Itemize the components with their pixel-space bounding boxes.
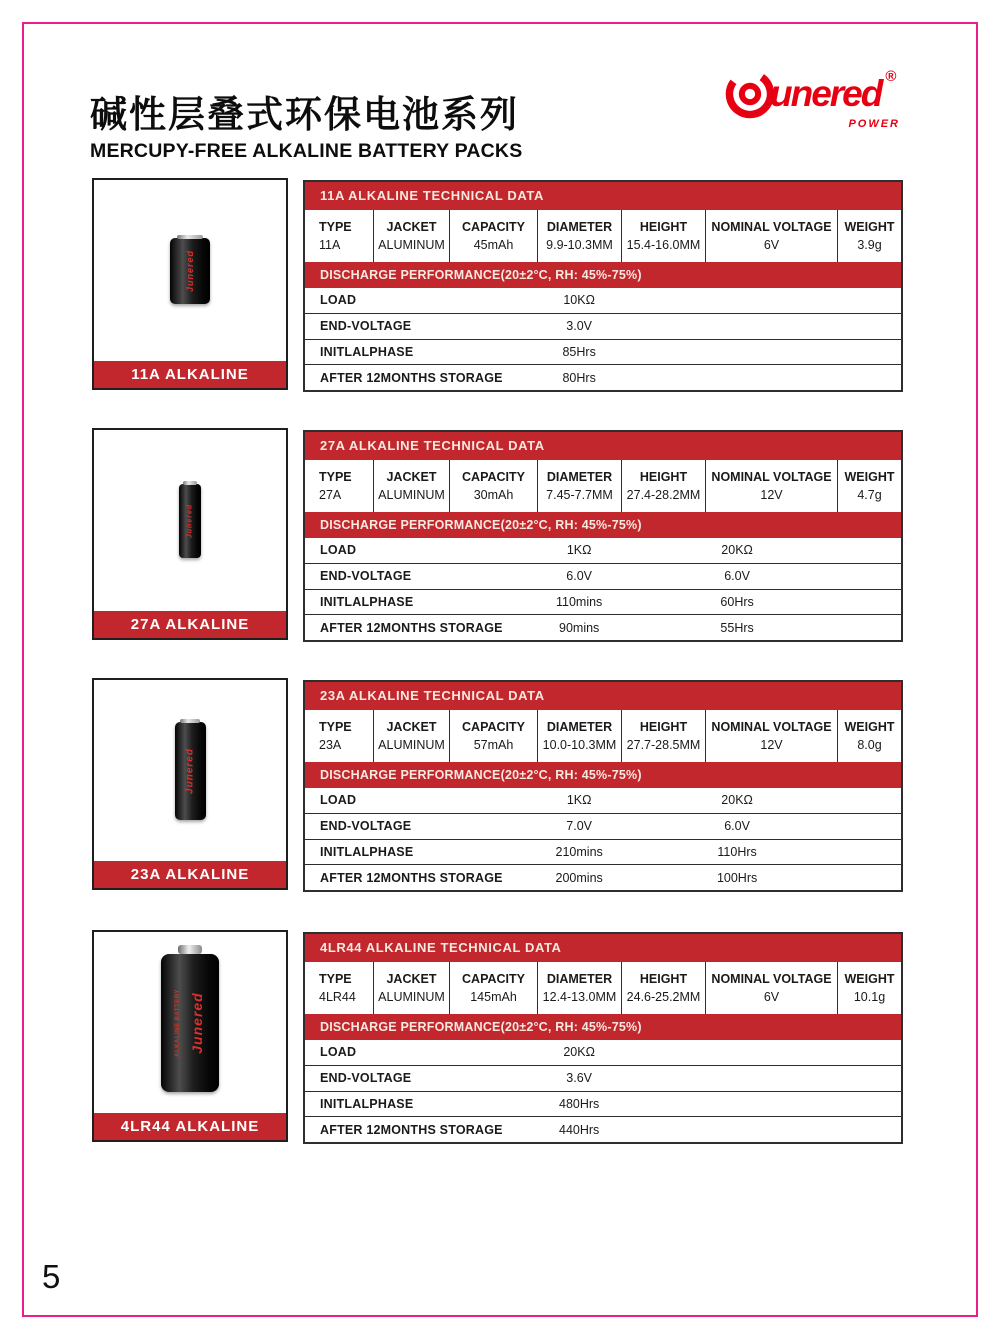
spec-value: 6V <box>763 238 780 252</box>
spec-header: TYPE <box>319 470 352 484</box>
battery-brand-text: Junered <box>184 747 196 794</box>
spec-header: NOMINAL VOLTAGE <box>711 220 832 234</box>
product-label: 27A ALKALINE <box>94 611 286 638</box>
discharge-row-label: AFTER 12MONTHS STORAGE <box>320 1122 503 1137</box>
product-section <box>92 428 903 640</box>
spec-value: 57mAh <box>473 738 514 752</box>
product-image-box <box>92 678 288 890</box>
spec-cell-nominal-voltage <box>706 962 838 1014</box>
discharge-performance-header: DISCHARGE PERFORMANCE(20±2°C, RH: 45%-75%) <box>305 512 901 538</box>
spec-cell-weight <box>838 210 901 262</box>
discharge-row-label: END-VOLTAGE <box>320 319 412 334</box>
spec-header: WEIGHT <box>844 720 895 734</box>
spec-value: 12.4-13.0MM <box>542 990 617 1004</box>
spec-cell-nominal-voltage <box>706 460 838 512</box>
spec-header: DIAMETER <box>546 470 613 484</box>
spec-header: JACKET <box>386 972 437 986</box>
discharge-row-label: END-VOLTAGE <box>320 819 412 834</box>
spec-row <box>305 962 901 1014</box>
spec-header: JACKET <box>386 470 437 484</box>
brand-logo <box>722 66 922 130</box>
discharge-value-2: 20KΩ <box>721 793 753 808</box>
discharge-value-1: 1KΩ <box>566 543 592 558</box>
spec-cell-jacket <box>374 460 450 512</box>
spec-header: DIAMETER <box>546 220 613 234</box>
logo-power-label: POWER <box>848 118 900 130</box>
spec-value: 4.7g <box>857 488 882 502</box>
product-label: 11A ALKALINE <box>94 361 286 388</box>
discharge-value-2: 6.0V <box>724 819 750 834</box>
technical-data-table <box>303 680 903 892</box>
discharge-row-label: INITLALPHASE <box>320 594 414 609</box>
discharge-row-label: INITLALPHASE <box>320 844 414 859</box>
discharge-row <box>305 589 901 615</box>
discharge-row-label: LOAD <box>320 293 357 308</box>
spec-cell-diameter <box>538 962 622 1014</box>
spec-value: 30mAh <box>473 488 514 502</box>
table-title: 23A ALKALINE TECHNICAL DATA <box>305 682 901 710</box>
discharge-row <box>305 563 901 589</box>
discharge-value-1: 10KΩ <box>563 293 595 308</box>
discharge-row <box>305 313 901 339</box>
discharge-value-1: 1KΩ <box>566 793 592 808</box>
battery-side-text: ALKALINE BATTERY <box>175 988 182 1057</box>
discharge-value-1: 210mins <box>555 844 603 859</box>
discharge-value-1: 3.0V <box>566 319 593 334</box>
discharge-value-2: 20KΩ <box>721 543 753 558</box>
discharge-row-label: END-VOLTAGE <box>320 1071 412 1086</box>
spec-header: CAPACITY <box>462 470 525 484</box>
discharge-row-label: AFTER 12MONTHS STORAGE <box>320 870 503 885</box>
discharge-row-label: LOAD <box>320 793 357 808</box>
table-title: 4LR44 ALKALINE TECHNICAL DATA <box>305 934 901 962</box>
discharge-row <box>305 813 901 839</box>
discharge-row <box>305 788 901 813</box>
spec-cell-height <box>622 210 706 262</box>
product-image-box <box>92 930 288 1142</box>
spec-value: 45mAh <box>473 238 514 252</box>
discharge-value-1: 80Hrs <box>562 370 596 385</box>
spec-header: WEIGHT <box>844 220 895 234</box>
discharge-value-1: 200mins <box>555 870 603 885</box>
spec-value: 24.6-25.2MM <box>626 990 701 1004</box>
discharge-value-2: 110Hrs <box>717 844 757 859</box>
battery-image <box>170 238 210 304</box>
discharge-row-label: INITLALPHASE <box>320 344 414 359</box>
spec-header: CAPACITY <box>462 972 525 986</box>
spec-header: DIAMETER <box>546 972 613 986</box>
discharge-rows <box>305 1040 901 1142</box>
spec-cell-height <box>622 710 706 762</box>
battery-image <box>179 484 201 558</box>
spec-header: CAPACITY <box>462 720 525 734</box>
discharge-performance-header: DISCHARGE PERFORMANCE(20±2°C, RH: 45%-75%) <box>305 262 901 288</box>
battery-image <box>161 954 219 1092</box>
discharge-row-label: AFTER 12MONTHS STORAGE <box>320 370 503 385</box>
spec-cell-capacity <box>450 210 538 262</box>
discharge-value-2: 60Hrs <box>720 594 754 609</box>
product-section <box>92 678 903 890</box>
discharge-value-2: 6.0V <box>724 569 750 584</box>
spec-cell-diameter <box>538 710 622 762</box>
spec-header: JACKET <box>386 720 437 734</box>
spec-cell-weight <box>838 460 901 512</box>
technical-data-table <box>303 180 903 392</box>
registered-trademark-icon: ® <box>885 68 897 85</box>
battery-brand-text: Junered <box>188 991 205 1054</box>
spec-cell-nominal-voltage <box>706 210 838 262</box>
spec-header: WEIGHT <box>844 470 895 484</box>
spec-cell-capacity <box>450 460 538 512</box>
discharge-row <box>305 1116 901 1142</box>
discharge-row <box>305 614 901 640</box>
discharge-value-1: 6.0V <box>566 569 593 584</box>
spec-header: NOMINAL VOLTAGE <box>711 720 832 734</box>
spec-row <box>305 210 901 262</box>
spec-cell-jacket <box>374 710 450 762</box>
spec-cell-type <box>305 210 374 262</box>
spec-cell-type <box>305 710 374 762</box>
spec-cell-weight <box>838 962 901 1014</box>
spec-header: NOMINAL VOLTAGE <box>711 470 832 484</box>
discharge-value-1: 85Hrs <box>562 344 596 359</box>
spec-header: DIAMETER <box>546 720 613 734</box>
spec-value: 145mAh <box>470 990 517 1004</box>
spec-header: JACKET <box>386 220 437 234</box>
product-image-area <box>94 932 286 1113</box>
spec-value: 9.9-10.3MM <box>546 238 613 252</box>
product-label: 23A ALKALINE <box>94 861 286 888</box>
discharge-row <box>305 839 901 865</box>
discharge-row <box>305 1040 901 1065</box>
spec-cell-diameter <box>538 210 622 262</box>
spec-cell-jacket <box>374 962 450 1014</box>
discharge-rows <box>305 538 901 640</box>
discharge-rows <box>305 288 901 390</box>
discharge-value-1: 110mins <box>555 594 603 609</box>
discharge-value-1: 90mins <box>559 620 600 635</box>
spec-value: 27.4-28.2MM <box>626 488 701 502</box>
spec-cell-type <box>305 460 374 512</box>
table-title: 27A ALKALINE TECHNICAL DATA <box>305 432 901 460</box>
discharge-row-label: LOAD <box>320 1045 357 1060</box>
spec-cell-nominal-voltage <box>706 710 838 762</box>
discharge-value-2: 100Hrs <box>716 870 758 885</box>
spec-value: ALUMINUM <box>378 990 445 1004</box>
discharge-row <box>305 538 901 563</box>
technical-data-table <box>303 932 903 1144</box>
discharge-value-1: 440Hrs <box>559 1122 600 1137</box>
spec-cell-weight <box>838 710 901 762</box>
discharge-row-label: LOAD <box>320 543 357 558</box>
discharge-row <box>305 1091 901 1117</box>
discharge-row <box>305 288 901 313</box>
spec-value: 15.4-16.0MM <box>626 238 701 252</box>
spec-value: ALUMINUM <box>378 238 445 252</box>
product-section <box>92 930 903 1142</box>
spec-header: CAPACITY <box>462 220 525 234</box>
spec-cell-height <box>622 962 706 1014</box>
spec-header: HEIGHT <box>639 720 688 734</box>
spec-cell-capacity <box>450 710 538 762</box>
discharge-row-label: INITLALPHASE <box>320 1096 414 1111</box>
spec-header: WEIGHT <box>844 972 895 986</box>
discharge-rows <box>305 788 901 890</box>
spec-value: 10.0-10.3MM <box>542 738 617 752</box>
spec-value: 8.0g <box>857 738 882 752</box>
spec-value: 27A <box>319 488 342 502</box>
spec-header: TYPE <box>319 220 352 234</box>
brand-logo-row <box>722 66 922 122</box>
discharge-performance-header: DISCHARGE PERFORMANCE(20±2°C, RH: 45%-75%) <box>305 762 901 788</box>
product-section <box>92 178 903 390</box>
spec-value: 12V <box>760 738 783 752</box>
spec-cell-type <box>305 962 374 1014</box>
spec-cell-diameter <box>538 460 622 512</box>
product-image-box <box>92 428 288 640</box>
spec-header: HEIGHT <box>639 220 688 234</box>
product-image-area <box>94 180 286 361</box>
technical-data-table <box>303 430 903 642</box>
spec-row <box>305 710 901 762</box>
spec-row <box>305 460 901 512</box>
product-image-box <box>92 178 288 390</box>
discharge-row <box>305 864 901 890</box>
spec-value: 7.45-7.7MM <box>546 488 613 502</box>
discharge-value-1: 7.0V <box>566 819 593 834</box>
spec-cell-height <box>622 460 706 512</box>
battery-brand-text: Junered <box>186 503 194 538</box>
discharge-row <box>305 339 901 365</box>
battery-image <box>175 722 206 820</box>
spec-value: 12V <box>760 488 783 502</box>
spec-value: 4LR44 <box>319 990 356 1004</box>
spec-value: 23A <box>319 738 342 752</box>
discharge-value-1: 3.6V <box>566 1071 593 1086</box>
spec-header: TYPE <box>319 720 352 734</box>
discharge-row-label: END-VOLTAGE <box>320 569 412 584</box>
spec-cell-capacity <box>450 962 538 1014</box>
page-title-english: MERCUPY-FREE ALKALINE BATTERY PACKS <box>90 140 523 162</box>
product-image-area <box>94 680 286 861</box>
logo-wordmark: unered <box>770 73 882 114</box>
discharge-value-1: 480Hrs <box>559 1096 600 1111</box>
spec-value: ALUMINUM <box>378 738 445 752</box>
product-label: 4LR44 ALKALINE <box>94 1113 286 1140</box>
table-title: 11A ALKALINE TECHNICAL DATA <box>305 182 901 210</box>
spec-value: 11A <box>319 238 341 252</box>
discharge-row <box>305 1065 901 1091</box>
spec-value: 6V <box>763 990 780 1004</box>
spec-header: HEIGHT <box>639 470 688 484</box>
spec-value: 3.9g <box>857 238 882 252</box>
spec-header: TYPE <box>319 972 352 986</box>
product-image-area <box>94 430 286 611</box>
spec-cell-jacket <box>374 210 450 262</box>
discharge-row <box>305 364 901 390</box>
spec-header: NOMINAL VOLTAGE <box>711 972 832 986</box>
discharge-value-1: 20KΩ <box>563 1045 595 1060</box>
spec-header: HEIGHT <box>639 972 688 986</box>
discharge-performance-header: DISCHARGE PERFORMANCE(20±2°C, RH: 45%-75%) <box>305 1014 901 1040</box>
discharge-row-label: AFTER 12MONTHS STORAGE <box>320 620 503 635</box>
spec-value: 27.7-28.5MM <box>626 738 701 752</box>
battery-brand-text: Junered <box>185 249 195 292</box>
spec-value: 10.1g <box>853 990 886 1004</box>
spec-value: ALUMINUM <box>378 488 445 502</box>
page-title-chinese: 碱性层叠式环保电池系列 <box>90 94 519 135</box>
discharge-value-2: 55Hrs <box>720 620 754 635</box>
page-number: 5 <box>42 1258 61 1295</box>
